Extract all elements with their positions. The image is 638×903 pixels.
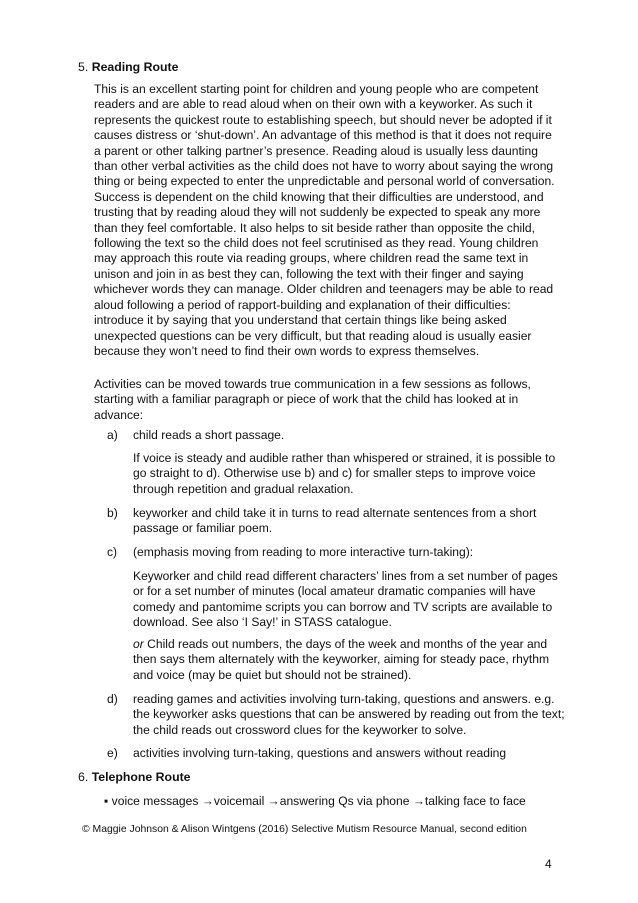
section-5-number: 5. xyxy=(78,60,92,74)
list-item-text: keyworker and child take it in turns to read alternate sentences from a short passage or familiar poem. xyxy=(133,506,537,536)
list-item-text: reading games and activities involving turn-taking, questions and answers. e.g. the keyworker asks questions that can be answered by reading out from the text; the child reads out crossword clues for the keyworker to solve. xyxy=(133,692,565,737)
item-c-note-scripts: Keyworker and child read different characters’ lines from a set number of pages or for a set number of minutes (local amateur dramatic companies will have comedy and pantomime scripts you can borrow and TV scripts are available to download. See also ‘I Say!’ in STASS catalogue. xyxy=(133,569,558,630)
list-marker: e) xyxy=(107,746,118,760)
section-5-heading xyxy=(78,60,178,74)
list-item-text: (emphasis moving from reading to more interactive turn-taking): xyxy=(133,545,474,559)
activities-intro-paragraph: Activities can be moved towards true communication in a few sessions as follows, starting with a familiar paragraph or piece of work that the child has looked at in advance: xyxy=(94,377,531,422)
section-6-title: Telephone Route xyxy=(91,770,191,784)
page-number: 4 xyxy=(545,857,552,871)
item-c-note-numbers xyxy=(133,637,567,683)
bullet-icon: ▪ xyxy=(104,794,109,808)
list-marker: b) xyxy=(107,506,118,520)
list-marker: d) xyxy=(107,692,118,706)
arrow-right-icon: → xyxy=(412,794,425,808)
arrow-right-icon: → xyxy=(267,794,280,808)
step-voicemail: voicemail xyxy=(213,794,268,808)
section-6-number: 6. xyxy=(78,770,92,784)
list-item-text: child reads a short passage. xyxy=(133,428,285,442)
step-talking-face-to-face: talking face to face xyxy=(424,794,526,808)
section-6-heading xyxy=(78,770,191,784)
arrow-right-icon: → xyxy=(201,794,214,808)
list-item-text: activities involving turn-taking, questions and answers without reading xyxy=(133,746,507,760)
step-voice-messages: voice messages xyxy=(111,794,202,808)
list-marker: a) xyxy=(107,428,118,442)
section-5-title: Reading Route xyxy=(91,60,179,74)
reading-route-paragraph: This is an excellent starting point for children and young people who are competent readers and are able to read aloud when on their own with a keyworker. As such it represents the quickest route to establishing speech, but should never be adopted if it causes distress or ‘shut-down’. An advantage of this method is that it does not require a parent or other talking partner’s presence. Reading aloud is usually less daunting than other verbal activities as the child does not have to worry about saying the wrong thing or being expected to enter the unpredictable and personal world of conversation. Success is dependent on the child knowing that their difficulties are understood, and trusting that by reading aloud they will not suddenly be expected to speak any more than they feel comfortable. It also helps to sit beside rather than opposite the child, following the text so the child does not feel scrutinised as they read. Young children may approach this route via reading groups, where children read the same text in unison and join in as best they can, following the text with their finger and saying whichever words they can manage. Older children and teenagers may be able to read aloud following a period of rapport-building and explanation of their difficulties: introduce it by saying that you understand that certain things like being asked unexpected questions can be very difficult, but that reading aloud is usually easier because they won’t need to find their own words to express themselves. xyxy=(94,82,555,358)
copyright-footer: © Maggie Johnson & Alison Wintgens (2016) Selective Mutism Resource Manual, second edition xyxy=(82,824,527,835)
or-emphasis: or xyxy=(133,637,144,651)
item-c-note-numbers-text: Child reads out numbers, the days of the week and months of the year and then says them alternately with the keyworker, aiming for steady pace, rhythm and voice (may be quiet but should not be strained). xyxy=(133,637,550,682)
list-marker: c) xyxy=(107,545,118,559)
telephone-route-steps xyxy=(104,794,526,809)
step-answering-qs: answering Qs via phone xyxy=(279,794,413,808)
item-a-note: If voice is steady and audible rather than whispered or strained, it is possible to go straight to d). Otherwise use b) and c) for smaller steps to improve voice through repetition and gradual relaxation. xyxy=(133,451,556,496)
